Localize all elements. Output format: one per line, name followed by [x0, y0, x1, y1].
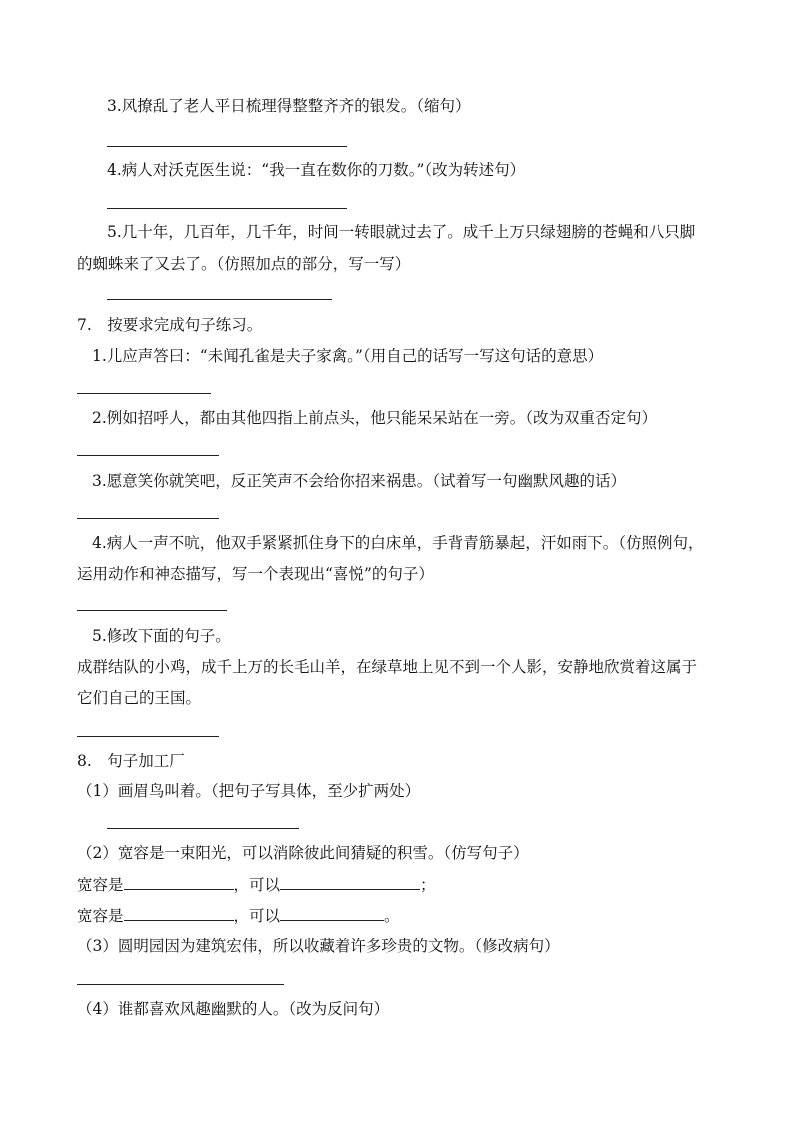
fill-b-middle: ，可以: [233, 907, 281, 925]
q7-item-5-text-line1: 成群结队的小鸡，成千上万的长毛山羊，在绿草地上见不到一个人影，安静地欣赏着这属于: [77, 658, 698, 676]
q6-item-4-answer-line[interactable]: [107, 208, 347, 209]
fill-b-blank-1[interactable]: [124, 905, 234, 921]
fill-a-prefix: 宽容是: [77, 876, 124, 894]
q6-item-5-line1: 5.几十年，几百年，几千年，时间一转眼就过去了。成千上万只绿翅膀的苍蝇和八只脚: [107, 223, 696, 241]
q8-part-1: （1）画眉鸟叫着。（把句子写具体，至少扩两处）: [77, 782, 421, 800]
q7-item-4-answer-line[interactable]: [77, 610, 227, 611]
q7-item-4-line2: 运用动作和神态描写，写一个表现出“喜悦”的句子）: [77, 565, 434, 583]
q6-item-5-answer-line[interactable]: [107, 299, 332, 300]
q8-part-2-fill-b: [77, 905, 400, 926]
q7-item-2: 2.例如招呼人，都由其他四指上前点头，他只能呆呆站在一旁。（改为双重否定句）: [92, 409, 658, 427]
q6-item-4: 4.病人对沃克医生说：“我一直在数你的刀数。”（改为转述句）: [107, 161, 526, 179]
fill-b-prefix: 宽容是: [77, 907, 124, 925]
q6-item-3: 3.风撩乱了老人平日梳理得整整齐齐的银发。（缩句）: [107, 97, 471, 115]
q6-item-3-answer-line[interactable]: [107, 146, 347, 147]
q8-part-3: （3）圆明园因为建筑宏伟，所以收藏着许多珍贵的文物。（修改病句）: [77, 937, 560, 955]
fill-b-end: 。: [384, 907, 400, 925]
q7-item-3-answer-line[interactable]: [77, 518, 219, 519]
q8-part-2-fill-a: [77, 874, 436, 895]
q8-part-2: （2）宽容是一束阳光，可以消除彼此间猜疑的积雪。（仿写句子）: [77, 844, 529, 862]
q8-part-4: （4）谁都喜欢风趣幽默的人。（改为反问句）: [77, 1000, 390, 1018]
q7-heading: 7. 按要求完成句子练习。: [77, 316, 263, 334]
q7-item-5-answer-line[interactable]: [77, 736, 219, 737]
q7-item-1: 1.儿应声答曰：“未闻孔雀是夫子家禽。”（用自己的话写一写这句话的意思）: [92, 347, 604, 365]
q7-item-4-line1: 4.病人一声不吭，他双手紧紧抓住身下的白床单，手背青筋暴起，汗如雨下。（仿照例句，: [92, 534, 704, 552]
q8-part-1-answer-line[interactable]: [107, 828, 299, 829]
q7-item-1-answer-line[interactable]: [77, 393, 211, 394]
q8-heading: 8. 句子加工厂: [77, 752, 185, 770]
fill-a-blank-1[interactable]: [124, 874, 234, 890]
fill-a-middle: ，可以: [233, 876, 281, 894]
fill-a-blank-2[interactable]: [280, 874, 420, 890]
q6-item-5-line2: 的蜘蛛来了又去了。（仿照加点的部分，写一写）: [77, 255, 411, 273]
q8-part-3-answer-line[interactable]: [77, 984, 284, 985]
fill-a-end: ；: [420, 876, 436, 894]
q7-item-3: 3.愿意笑你就笑吧，反正笑声不会给你招来祸患。（试着写一句幽默风趣的话）: [92, 472, 627, 490]
q7-item-2-answer-line[interactable]: [77, 455, 219, 456]
q7-item-5: 5.修改下面的句子。: [92, 627, 231, 645]
q7-item-5-text-line2: 它们自己的王国。: [77, 689, 202, 707]
fill-b-blank-2[interactable]: [280, 905, 384, 921]
